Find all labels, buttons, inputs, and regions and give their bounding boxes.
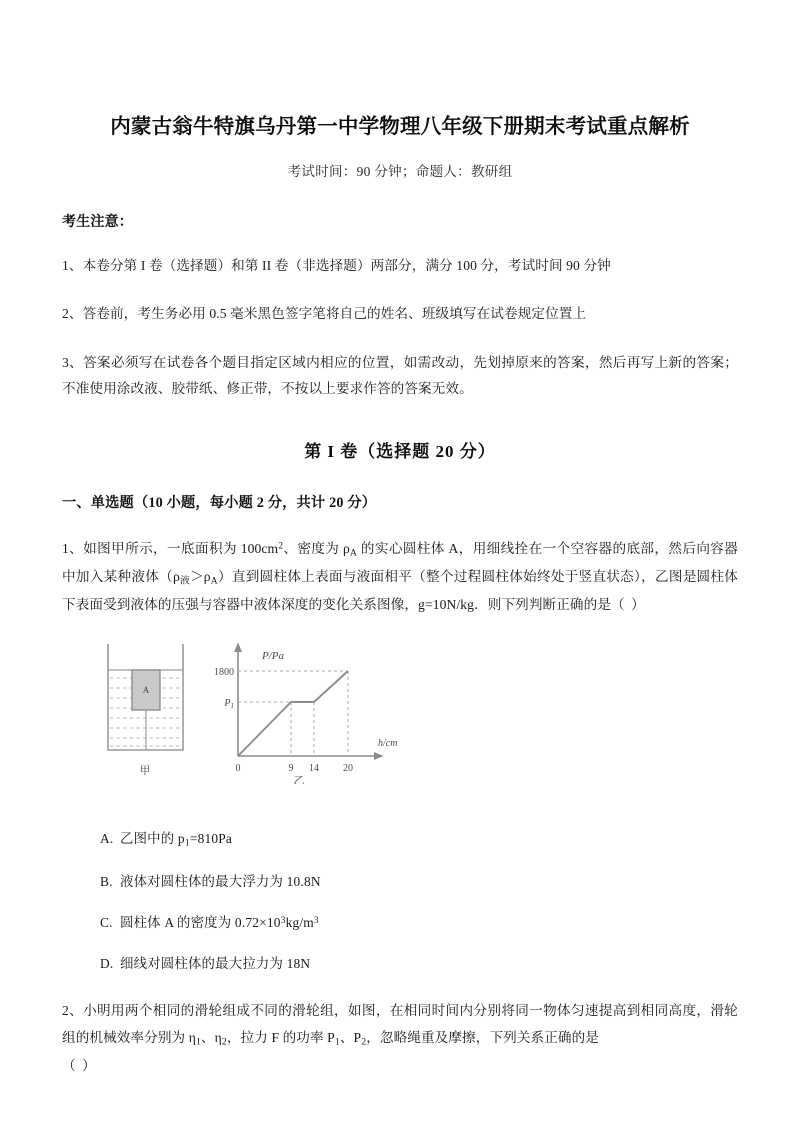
notice-heading: 考生注意： (62, 214, 133, 230)
notice-item-3: 3、答案必须写在试卷各个题目指定区域内相应的位置，如需改动，先划掉原来的答案，然后再写上新的答案；不准使用涂改液、胶带纸、修正带，不按以上要求作答的答案无效。 (62, 354, 738, 397)
container-figure-jia (108, 644, 183, 777)
option-c-text-b: kg/m (285, 914, 314, 930)
question-1-number: 1、 (62, 540, 84, 556)
question-2-eta1-sub: 1 (195, 1036, 201, 1048)
graph-y-axis-label: P/Pa (262, 650, 284, 662)
graph-x-tick-9: 9 (288, 763, 294, 774)
option-a-text-b: =810Pa (189, 831, 233, 846)
option-d[interactable] (62, 933, 738, 974)
question-2-part4: 、P (339, 1030, 362, 1046)
option-c-exponent-a: 3 (280, 915, 286, 926)
option-c-letter: C. (100, 914, 113, 930)
option-c[interactable] (62, 892, 738, 933)
question-1-area-exponent: 2 (278, 541, 284, 552)
graph-x-tick-0: 0 (235, 763, 241, 774)
graph-x-axis-label: h/cm (378, 738, 398, 749)
question-1-figure (62, 618, 738, 794)
option-a-sub: 1 (184, 837, 190, 849)
question-2-answer-line (62, 1052, 738, 1079)
exam-subtitle: 考试时间：90 分钟；命题人：教研组 (287, 163, 513, 179)
question-1-part3: 的实心圆柱体 A，用细线拴在一个空容器的底部，然后向容器中加入某种液体（ρ (62, 540, 738, 584)
option-a[interactable] (62, 808, 738, 851)
question-1-paren-close: ） (631, 596, 645, 612)
question-1-rho-a-sub: A (349, 547, 358, 559)
graph-y-tick-p1: $P_1$ (224, 698, 234, 710)
option-a-letter: A. (100, 831, 114, 846)
question-2-paren-open: （ (62, 1058, 76, 1074)
notice-item-1: 1、本卷分第 I 卷（选择题）和第 II 卷（非选择题）两部分，满分 100 分，考试时间 90 分钟 (62, 257, 611, 273)
page-title: 内蒙古翁牛特旗乌丹第一中学物理八年级下册期末考试重点解析 (110, 116, 690, 138)
cylinder-label-a: A (142, 685, 150, 695)
option-a-text: 乙图中的 p (120, 831, 185, 846)
question-1-part5: ）直到圆柱体上表面与液面相平（整个过程圆柱体始终处于竖直状态），乙图是圆柱体下表面受到液体的压强与容器中液体深度的变化关系图像，g=10N/kg．则下列判断正确的是（ (62, 568, 738, 612)
option-b-letter: B. (100, 873, 113, 889)
question-2-text (62, 974, 738, 1079)
option-b-text: 液体对圆柱体的最大浮力为 10.8N (120, 873, 321, 889)
physics-diagram-svg (86, 634, 416, 784)
question-2-eta2-sub: 2 (221, 1036, 227, 1048)
question-1-text (62, 512, 738, 618)
question-1-part1: 如图甲所示，一底面积为 100cm (83, 540, 279, 556)
graph-y-tick-1800: 1800 (214, 667, 234, 678)
question-1-part4: ＞ρ (190, 568, 211, 584)
question-2-part1: 小明用两个相同的滑轮组成不同的滑轮组，如图，在相同时间内分别将同一物体匀速提高到相同高度，滑轮组的机械效率分别为 η (62, 1003, 739, 1046)
option-d-text: 细线对圆柱体的最大拉力为 18N (120, 956, 311, 972)
question-2-part3: ，拉力 F 的功率 P (226, 1030, 335, 1046)
figure-caption-yi: 乙 (293, 775, 305, 784)
question-1-part2: 、密度为 ρ (283, 540, 350, 556)
pressure-depth-graph-yi (214, 650, 397, 784)
group-one-title: 一、单选题（10 小题，每小题 2 分，共计 20 分） (62, 494, 377, 511)
option-b[interactable] (62, 851, 738, 892)
option-c-exponent-b: 3 (313, 915, 319, 926)
question-1-options (62, 794, 738, 974)
option-d-letter: D. (100, 956, 114, 972)
question-1-rho-a-sub-2: A (210, 575, 218, 587)
figure-caption-jia: 甲 (139, 765, 151, 777)
graph-x-tick-14: 14 (309, 763, 319, 774)
question-2-number: 2、 (62, 1003, 84, 1019)
question-2-part5: ，忽略绳重及摩擦，下列关系正确的是 (366, 1030, 599, 1046)
question-1-rho-liquid-sub: 液 (179, 575, 191, 587)
notice-item-2: 2、答卷前，考生务必用 0.5 毫米黑色签字笔将自己的姓名、班级填写在试卷规定位置上 (62, 306, 587, 322)
graph-x-tick-20: 20 (343, 763, 353, 774)
question-2-part2: 、η (200, 1030, 222, 1046)
question-2-paren-close: ） (82, 1058, 96, 1074)
graph-guide-lines (238, 671, 348, 756)
option-c-text: 圆柱体 A 的密度为 0.72×10 (120, 914, 281, 930)
question-2-p1-sub: 1 (334, 1036, 340, 1048)
question-2-p2-sub: 2 (361, 1036, 367, 1048)
part-one-title: 第 I 卷（选择题 20 分） (304, 441, 496, 461)
graph-data-line (238, 671, 348, 756)
